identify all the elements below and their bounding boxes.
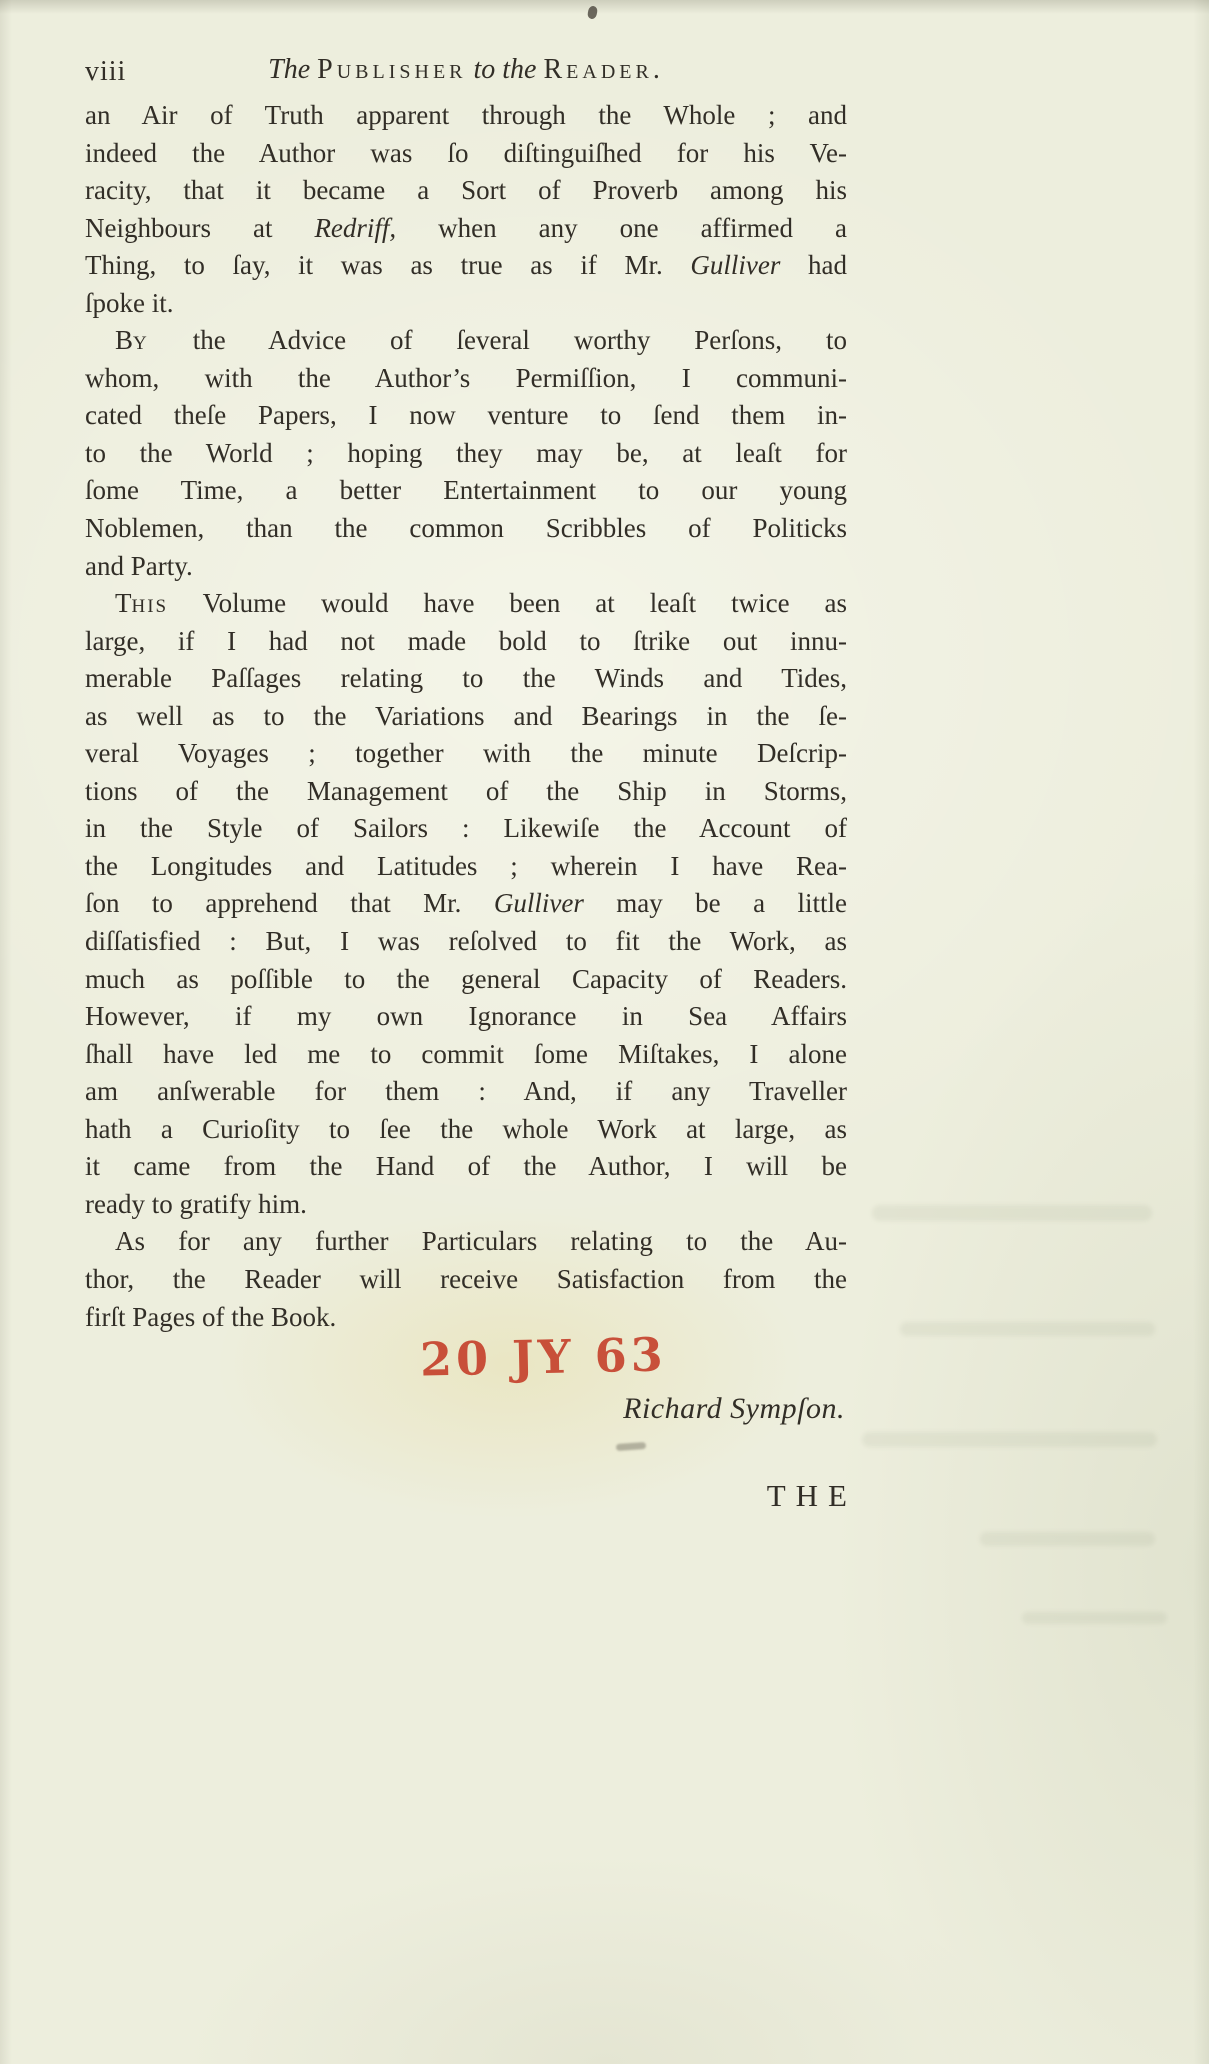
text-line: [85, 247, 847, 285]
text-segment: Neighbours at: [85, 212, 315, 243]
show-through-smudge: [980, 1532, 1155, 1546]
text-line: [85, 397, 847, 435]
text-line: [85, 1073, 847, 1111]
text-line: [85, 135, 847, 173]
text-segment: thor, the Reader will receive Satisfaction from the: [85, 1263, 847, 1294]
text-line: [85, 848, 847, 886]
text-line: [85, 435, 847, 473]
paragraph: [85, 97, 847, 322]
text-segment: Thing, to ſay, it was as true as if Mr.: [85, 250, 691, 281]
text-segment: ſon to apprehend that Mr.: [85, 888, 494, 919]
text-segment: to the: [466, 54, 544, 85]
text-segment: it came from the Hand of the Author, I will be: [85, 1151, 847, 1182]
text-line: [85, 660, 847, 698]
paragraph: [85, 585, 847, 1223]
text-segment: in the Style of Sailors : Likewiſe the Account of: [85, 813, 847, 844]
text-segment: Gulliver: [493, 888, 584, 919]
text-segment: tions of the Management of the Ship in Storms,: [85, 775, 847, 806]
text-line: [85, 285, 847, 323]
text-segment: am anſwerable for them : And, if any Traveller: [85, 1076, 847, 1107]
catchword: THE: [766, 1478, 857, 1513]
text-line: [85, 698, 847, 736]
signature: Richard Sympſon.: [623, 1392, 845, 1425]
header-title: [85, 54, 847, 86]
date-stamp: 20 JY 63: [419, 1327, 668, 1387]
text-segment: Redriff,: [314, 212, 397, 243]
text-line: [85, 773, 847, 811]
text-line: [85, 322, 847, 360]
text-line: [85, 810, 847, 848]
text-line: [85, 1299, 847, 1337]
text-segment: Noblemen, than the common Scribbles of Politicks: [85, 513, 847, 544]
text-segment: merable Paſſages relating to the Winds and Tides,: [85, 663, 847, 694]
text-segment: racity, that it became a Sort of Proverb among his: [85, 175, 847, 206]
show-through-smudge: [900, 1322, 1155, 1336]
text-segment: indeed the Author was ſo diſtinguiſhed for his Ve-: [85, 137, 847, 168]
text-segment: his: [131, 588, 169, 619]
text-segment: much as poſſible to the general Capacity of Readers.: [85, 963, 847, 994]
text-segment: Reader.: [543, 54, 664, 85]
text-line: [85, 961, 847, 999]
text-line: [85, 1186, 847, 1224]
text-segment: had: [780, 250, 848, 281]
text-segment: diſſatisfied : But, I was reſolved to fit the Work, as: [85, 926, 847, 957]
ink-fleck-mark: [587, 5, 599, 20]
pen-mark: [616, 1442, 646, 1451]
text-segment: firſt Pages of the Book.: [85, 1301, 337, 1332]
paragraph: [85, 322, 847, 585]
text-line: [85, 1223, 847, 1261]
text-segment: the Advice of ſeveral worthy Perſons, to: [148, 325, 847, 356]
page-number: viii: [85, 56, 127, 87]
text-line: [85, 1148, 847, 1186]
text-line: [85, 1111, 847, 1149]
text-line: [85, 1036, 847, 1074]
text-line: [85, 548, 847, 586]
page-header: [85, 54, 847, 92]
show-through-smudge: [1022, 1612, 1167, 1624]
text-line: [85, 172, 847, 210]
text-segment: The: [268, 54, 318, 85]
text-segment: B: [115, 325, 134, 356]
text-segment: may be a little: [583, 888, 847, 919]
text-segment: y: [133, 325, 149, 356]
show-through-smudge: [862, 1432, 1157, 1447]
text-segment: T: [115, 588, 132, 619]
text-segment: and Party.: [85, 550, 193, 581]
text-segment: ready to gratify him.: [85, 1188, 307, 1219]
text-line: [85, 735, 847, 773]
text-segment: cated theſe Papers, I now venture to ſend them in-: [85, 400, 847, 431]
text-segment: ſpoke it.: [85, 287, 174, 318]
text-line: [85, 585, 847, 623]
text-segment: as well as to the Variations and Bearings in the ſe-: [85, 700, 847, 731]
text-line: [85, 623, 847, 661]
text-line: [85, 1261, 847, 1299]
text-segment: when any one affirmed a: [396, 212, 847, 243]
text-segment: However, if my own Ignorance in Sea Affairs: [85, 1001, 847, 1032]
text-segment: Volume would have been at leaſt twice as: [168, 588, 847, 619]
text-line: [85, 210, 847, 248]
text-line: [85, 472, 847, 510]
text-segment: As for any further Particulars relating to the Au-: [115, 1226, 847, 1257]
text-line: [85, 97, 847, 135]
text-line: [85, 923, 847, 961]
text-segment: Gulliver: [690, 250, 781, 281]
text-line: [85, 510, 847, 548]
text-line: [85, 360, 847, 398]
text-segment: hath a Curioſity to ſee the whole Work at large, as: [85, 1113, 847, 1144]
text-segment: the Longitudes and Latitudes ; wherein I have Rea-: [85, 850, 847, 881]
text-line: [85, 885, 847, 923]
text-segment: Publisher: [317, 54, 467, 85]
paragraph: [85, 1223, 847, 1336]
text-segment: ſhall have led me to commit ſome Miſtakes, I alone: [85, 1038, 847, 1069]
text-line: [85, 998, 847, 1036]
text-segment: ſome Time, a better Entertainment to our young: [85, 475, 847, 506]
text-segment: to the World ; hoping they may be, at leaſt for: [85, 437, 847, 468]
show-through-smudge: [872, 1205, 1152, 1221]
text-segment: an Air of Truth apparent through the Whole ; and: [85, 100, 847, 130]
text-segment: large, if I had not made bold to ſtrike out innu-: [85, 625, 847, 656]
text-block: [85, 97, 847, 1336]
text-segment: whom, with the Author’s Permiſſion, I communi-: [85, 362, 847, 393]
text-segment: veral Voyages ; together with the minute Deſcrip-: [85, 738, 847, 769]
